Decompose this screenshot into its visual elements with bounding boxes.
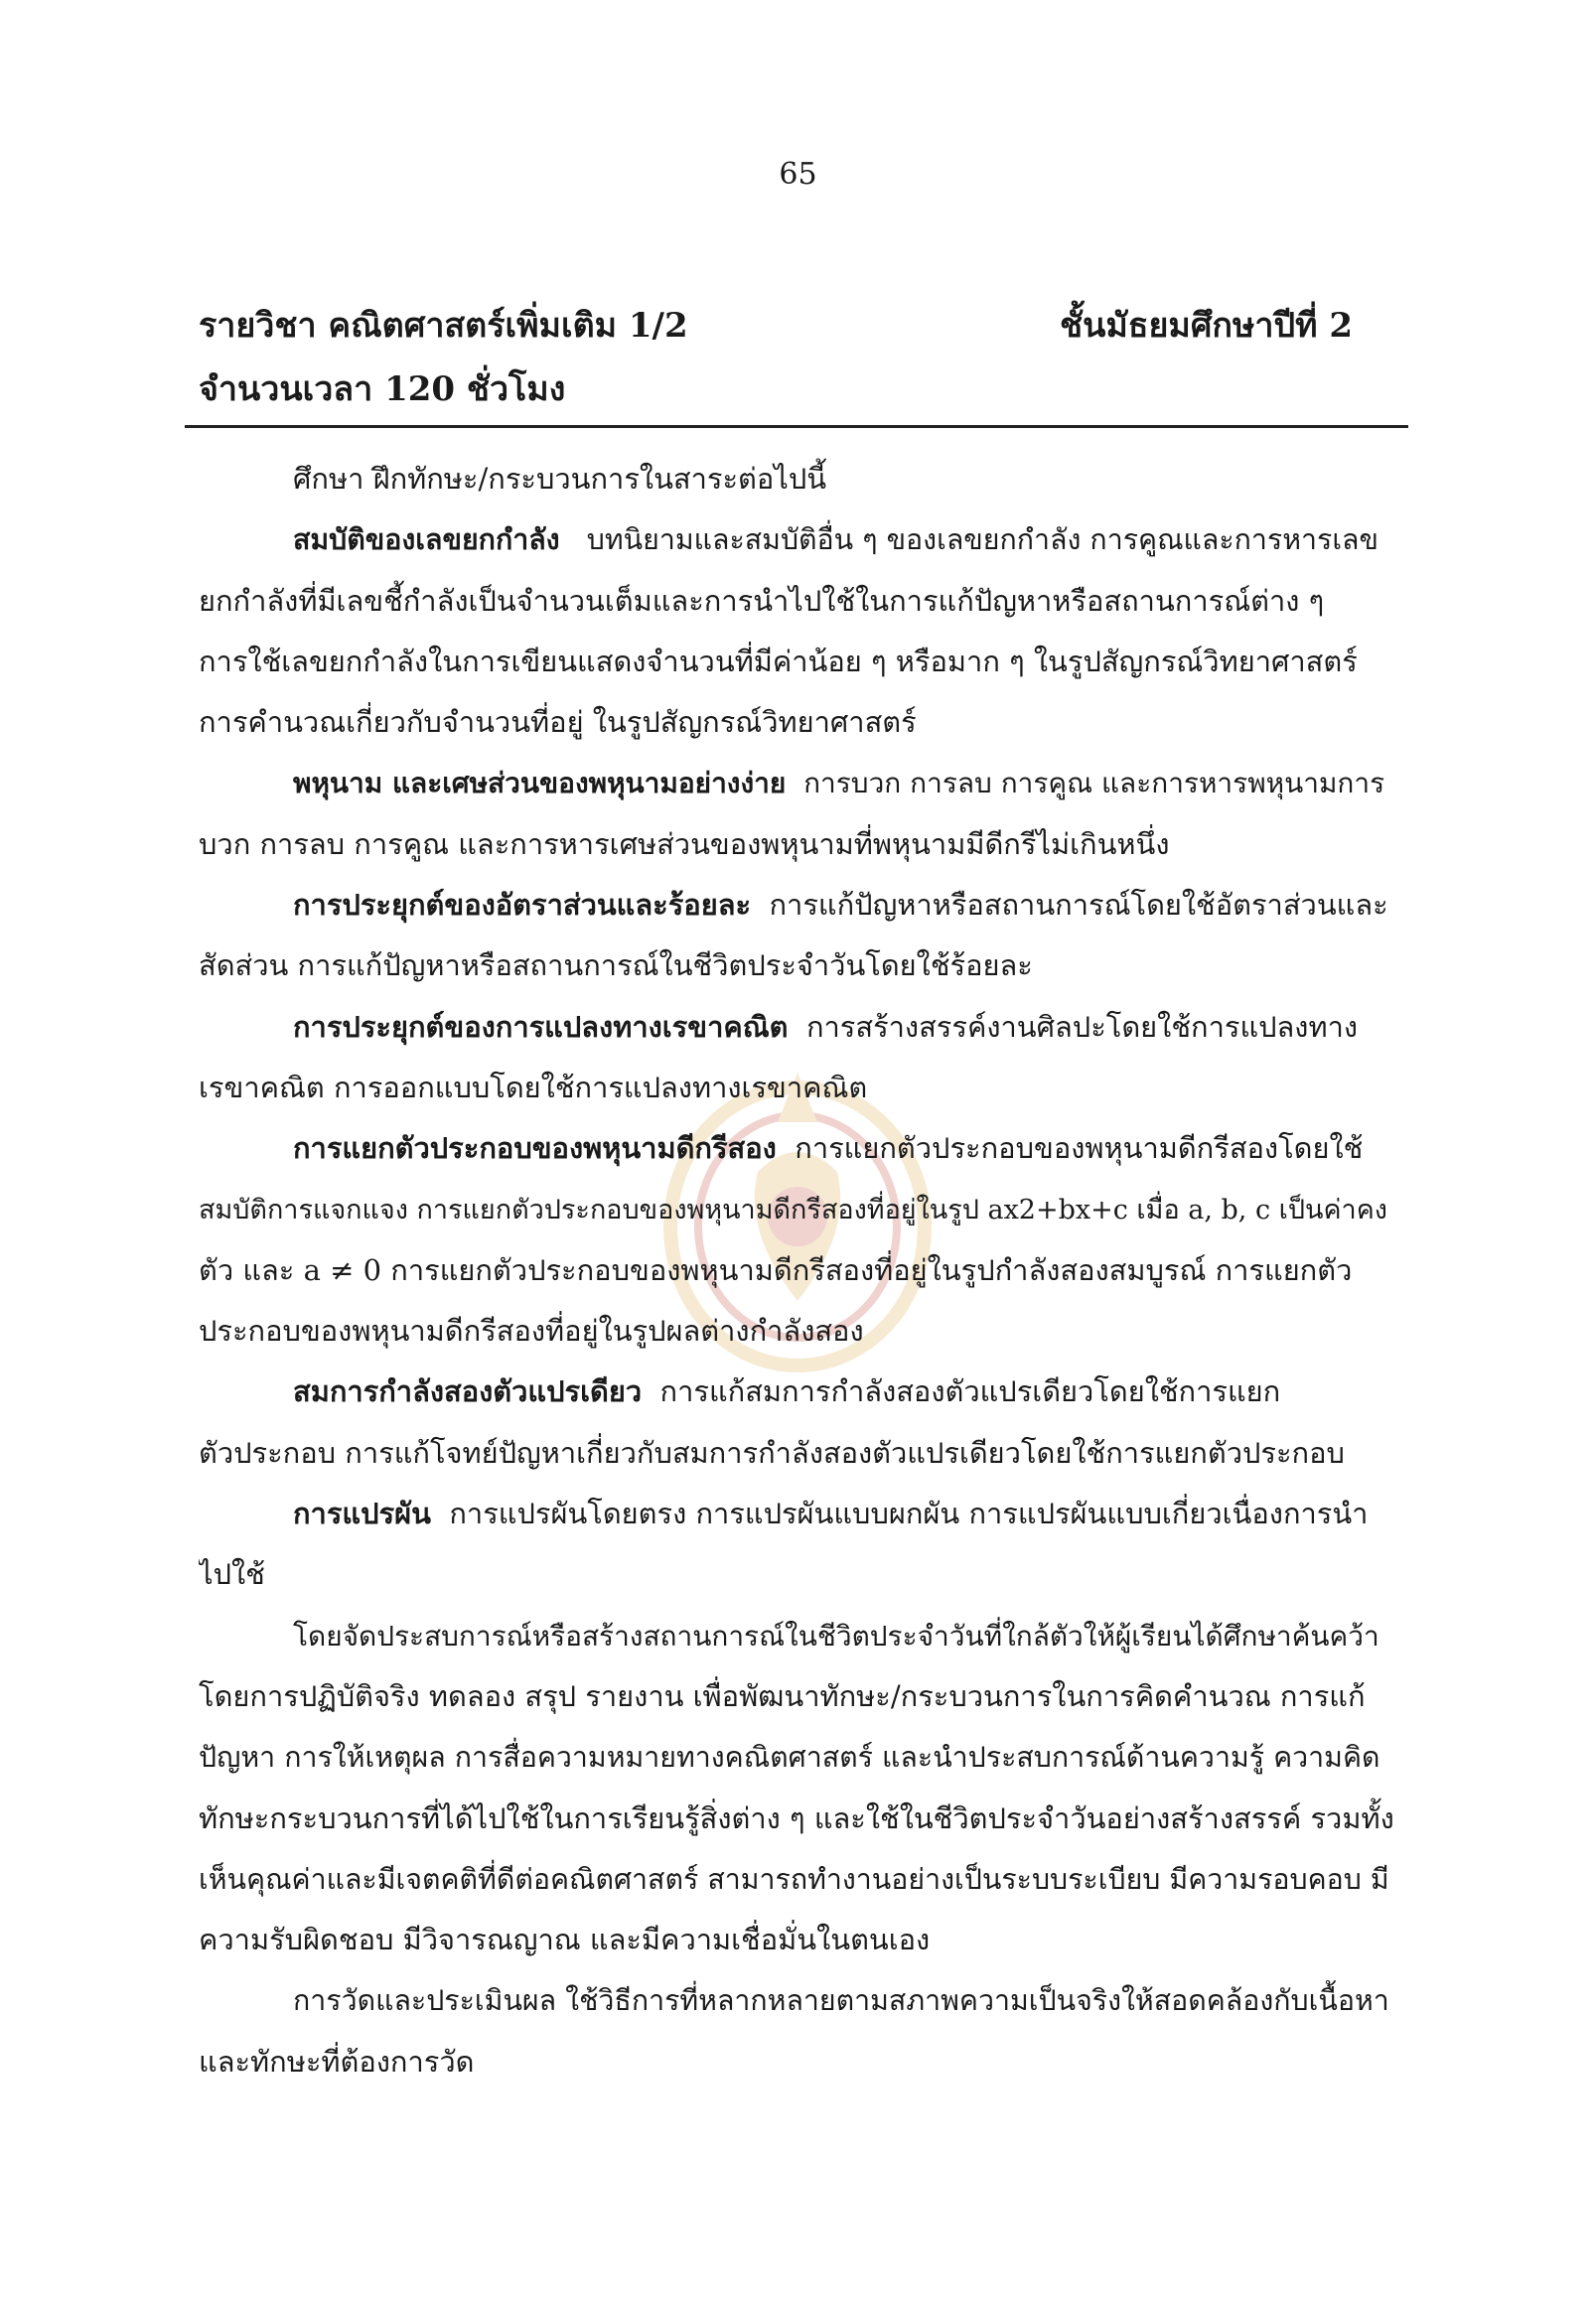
intro-line: ศึกษา ฝึกทักษะ/กระบวนการในสาระต่อไปนี้ [293,462,827,496]
section-text: การบวก การลบ การคูณ และการหารพหุนามการ [803,767,1385,800]
course-description [199,449,1395,2092]
section-heading-line [199,997,1395,1058]
section-heading: การแปรผัน [293,1497,431,1531]
paragraph-line: เห็นคุณค่าและมีเจตคติที่ดีต่อคณิตศาสตร์ สามารถทำงานอย่างเป็นระบบระเบียบ มีความรอบคอบ มี [199,1862,1389,1896]
section-heading: การประยุกต์ของการแปลงทางเรขาคณิต [293,1009,789,1044]
section-text-line: บวก การลบ การคูณ และการหารเศษส่วนของพหุนามที่พหุนามมีดีกรีไม่เกินหนึ่ง [199,826,1170,861]
section-heading: พหุนาม และเศษส่วนของพหุนามอย่างง่าย [293,767,787,800]
header-divider [185,425,1408,428]
section-text-line: ประกอบของพหุนามดีกรีสองที่อยู่ในรูปผลต่างกำลังสอง [199,1314,864,1349]
section-text-line: สัดส่วน การแก้ปัญหาหรือสถานการณ์ในชีวิตประจำวันโดยใช้ร้อยละ [199,948,1033,983]
section-text-line: ตัวประกอบ การแก้โจทย์ปัญหาเกี่ยวกับสมการกำลังสองตัวแปรเดียวโดยใช้การแยกตัวประกอบ [199,1435,1345,1470]
section-text-line: การคำนวณเกี่ยวกับจำนวนที่อยู่ ในรูปสัญกรณ์วิทยาศาสตร์ [199,705,917,740]
section-heading-line [199,1362,1395,1422]
section-heading-line [199,1484,1395,1544]
page-number: 65 [779,157,817,192]
section-text: การแก้ปัญหาหรือสถานการณ์โดยใช้อัตราส่วนและ [769,888,1388,923]
section-text: การสร้างสรรค์งานศิลปะโดยใช้การแปลงทาง [805,1009,1359,1044]
section-text: การแปรผันโดยตรง การแปรผันแบบผกผัน การแปรผันแบบเกี่ยวเนื่องการนำ [449,1497,1369,1531]
paragraph-line: ทักษะกระบวนการที่ได้ไปใช้ในการเรียนรู้สิ่งต่าง ๆ และใช้ในชีวิตประจำวันอย่างสร้างสรรค์ รวมทั้ง [199,1800,1394,1835]
section-heading-line [199,1118,1395,1179]
section-text-line: เรขาคณิต การออกแบบโดยใช้การแปลงทางเรขาคณิต [199,1070,868,1104]
course-hours: จำนวนเวลา 120 ชั่วโมง [199,369,566,409]
section-heading: สมการกำลังสองตัวแปรเดียว [293,1374,643,1409]
section-heading-line [199,509,1395,570]
paragraph-line: โดยจัดประสบการณ์หรือสร้างสถานการณ์ในชีวิตประจำวันที่ใกล้ตัวให้ผู้เรียนได้ศึกษาค้นคว้า [293,1619,1379,1653]
section-text-line: การใช้เลขยกกำลังในการเขียนแสดงจำนวนที่มีค่าน้อย ๆ หรือมาก ๆ ในรูปสัญกรณ์วิทยาศาสตร์ [199,644,1358,678]
section-text: บทนิยามและสมบัติอื่น ๆ ของเลขยกกำลัง การคูณและการหารเลข [586,523,1379,557]
paragraph-line: ความรับผิดชอบ มีวิจารณญาณ และมีความเชื่อมั่นในตนเอง [199,1923,931,1957]
section-text-line: ตัว และ a ≠ 0 การแยกตัวประกอบของพหุนามดีกรีสองที่อยู่ในรูปกำลังสองสมบูรณ์ การแยกตัว [199,1252,1353,1287]
evaluation-line: การวัดและประเมินผล ใช้วิธีการที่หลากหลายตามสภาพความเป็นจริงให้สอดคล้องกับเนื้อหา [293,1984,1389,2018]
section-heading-line [199,753,1395,813]
section-text: การแยกตัวประกอบของพหุนามดีกรีสองโดยใช้ [795,1131,1364,1166]
course-title: รายวิชา คณิตศาสตร์เพิ่มเติม 1/2 [199,306,688,346]
section-text-line: ไปใช้ [199,1557,265,1592]
section-heading-line [199,875,1395,936]
grade-level: ชั้นมัธยมศึกษาปีที่ 2 [1060,306,1353,346]
section-heading: การแยกตัวประกอบของพหุนามดีกรีสอง [293,1131,777,1166]
section-heading: สมบัติของเลขยกกำลัง [293,522,560,557]
paragraph-line: โดยการปฏิบัติจริง ทดลอง สรุป รายงาน เพื่อพัฒนาทักษะ/กระบวนการในการคิดคำนวณ การแก้ [199,1678,1366,1713]
section-text-line: ยกกำลังที่มีเลขชี้กำลังเป็นจำนวนเต็มและการนำไปใช้ในการแก้ปัญหาหรือสถานการณ์ต่าง ๆ [199,583,1325,618]
paragraph-line: ปัญหา การให้เหตุผล การสื่อความหมายทางคณิตศาสตร์ และนำประสบการณ์ด้านความรู้ ความคิด [199,1741,1380,1775]
section-text: การแก้สมการกำลังสองตัวแปรเดียวโดยใช้การแยก [659,1374,1281,1409]
evaluation-line: และทักษะที่ต้องการวัด [199,2044,475,2079]
section-heading: การประยุกต์ของอัตราส่วนและร้อยละ [293,888,752,923]
section-text-line: สมบัติการแจกแจง การแยกตัวประกอบของพหุนามดีกรีสองที่อยู่ในรูป ax2+bx+c เมื่อ a, b, c เป็นค่าคง [199,1194,1387,1225]
